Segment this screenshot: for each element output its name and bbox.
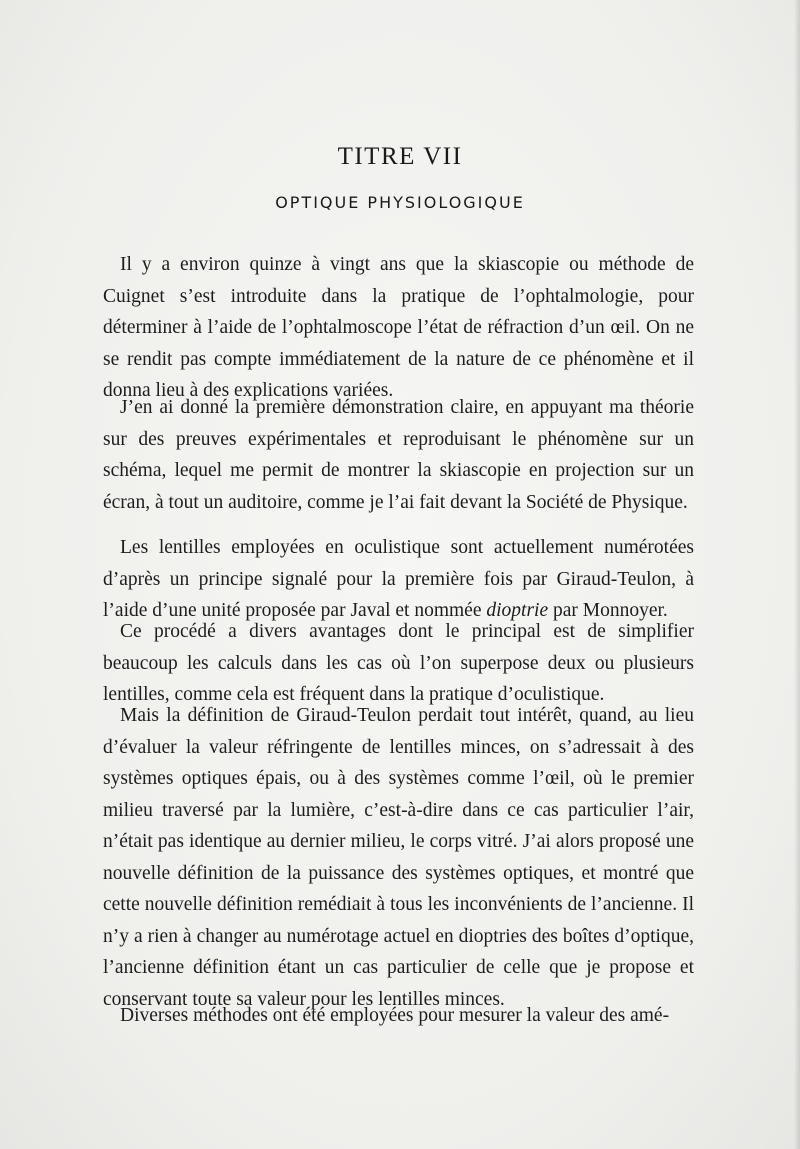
chapter-title: TITRE VII bbox=[337, 143, 463, 170]
paragraph-skiascopie: Il y a environ quinze à vingt ans que la skiascopie ou méthode de Cuignet s’est introduite dans la pratique de l’ophtalmologie, pour déterminer à l’aide de l’ophtalmoscope l’état de réfraction d’un œil. On ne se rendit pas compte immédiatement de la nature de ce phénomène et il donna lieu à des explications variées. bbox=[103, 254, 694, 401]
paragraph-methodes: Diverses méthodes ont été employées pour mesurer la valeur des amé- bbox=[120, 1005, 670, 1026]
paragraph-demonstration: J’en ai donné la première démonstration claire, en appuyant ma théorie sur des preuves expérimentales et reproduisant le phénomène sur un schéma, lequel me permit de montrer la skiascopie en projection sur un écran, à tout un auditoire, comme je l’ai fait devant la Société de Physique. bbox=[103, 397, 694, 513]
paragraph-lentilles-text: Les lentilles employées en oculistique sont actuellement numérotées d’après un principe signalé pour la première fois par Giraud-Teulon, à l’aide d’une unité proposée par Javal et nommée bbox=[103, 537, 694, 621]
paragraph-avantages: Ce procédé a divers avantages dont le principal est de simplifier beaucoup les calculs dans les cas où l’on superpose deux ou plusieurs lentilles, comme cela est fréquent dans la pratique d’oculistique. bbox=[103, 621, 694, 705]
emphasis-dioptrie: dioptrie bbox=[486, 600, 549, 621]
page-edge-shadow bbox=[794, 0, 800, 1149]
chapter-subtitle: OPTIQUE PHYSIOLOGIQUE bbox=[275, 193, 525, 212]
paragraph-lentilles-end: par Monnoyer. bbox=[548, 600, 668, 621]
paragraph-definition: Mais la définition de Giraud-Teulon perdait tout intérêt, quand, au lieu d’évaluer la valeur réfringente de lentilles minces, on s’adressait à des systèmes optiques épais, ou à des systèmes comme l’œil, où le premier milieu traversé par la lumière, c’est-à-dire dans ce cas particulier l’air, n’était pas identique au dernier milieu, le corps vitré. J’ai alors proposé une nouvelle définition de la puissance des systèmes optiques, et montré que cette nouvelle définition remédiait à tous les inconvénients de l’ancienne. Il n’y a rien à changer au numérotage actuel en dioptries des boîtes d’optique, l’ancienne définition étant un cas particulier de celle que je propose et conservant toute sa valeur pour les lentilles minces. bbox=[103, 705, 694, 1010]
paragraph-lentilles bbox=[103, 532, 694, 627]
